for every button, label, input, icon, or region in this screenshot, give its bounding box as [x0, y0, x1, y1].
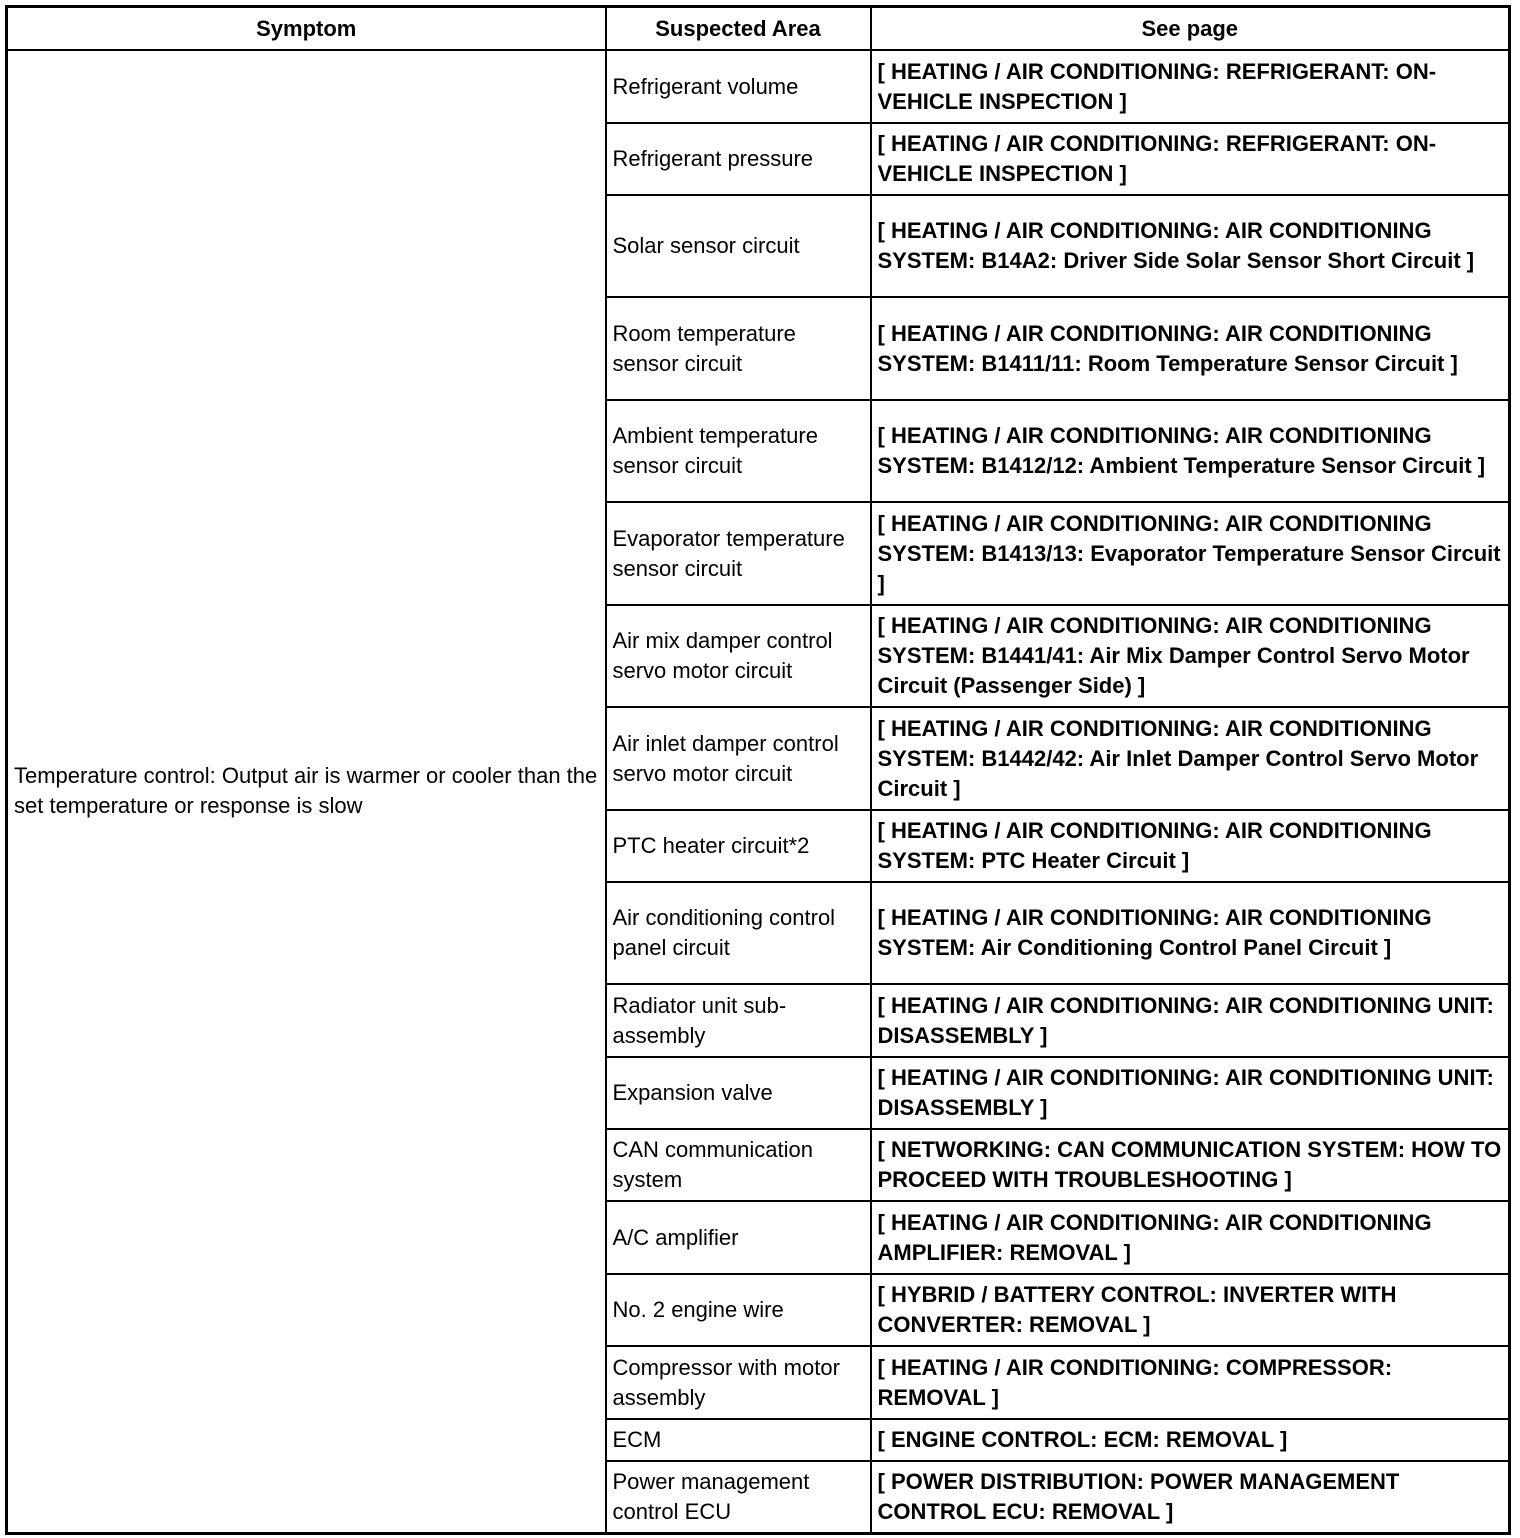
suspected-area-cell: Refrigerant pressure — [606, 123, 871, 195]
see-page-cell: [ HEATING / AIR CONDITIONING: AIR CONDITIONING SYSTEM: PTC Heater Circuit ] — [871, 810, 1510, 882]
see-page-cell: [ HEATING / AIR CONDITIONING: REFRIGERANT: ON-VEHICLE INSPECTION ] — [871, 50, 1510, 123]
see-page-cell: [ HYBRID / BATTERY CONTROL: INVERTER WITH CONVERTER: REMOVAL ] — [871, 1274, 1510, 1346]
suspected-area-cell: Evaporator temperature sensor circuit — [606, 502, 871, 605]
see-page-cell: [ POWER DISTRIBUTION: POWER MANAGEMENT CONTROL ECU: REMOVAL ] — [871, 1461, 1510, 1533]
see-page-cell: [ HEATING / AIR CONDITIONING: AIR CONDITIONING SYSTEM: B1412/12: Ambient Temperature Sensor Circuit ] — [871, 400, 1510, 502]
suspected-area-cell: Room temperature sensor circuit — [606, 297, 871, 400]
see-page-cell: [ HEATING / AIR CONDITIONING: AIR CONDITIONING UNIT: DISASSEMBLY ] — [871, 984, 1510, 1057]
suspected-area-cell: Air mix damper control servo motor circuit — [606, 605, 871, 707]
header-see-page: See page — [871, 7, 1510, 51]
see-page-cell: [ HEATING / AIR CONDITIONING: AIR CONDITIONING UNIT: DISASSEMBLY ] — [871, 1057, 1510, 1129]
suspected-area-cell: Radiator unit sub-assembly — [606, 984, 871, 1057]
suspected-area-cell: PTC heater circuit*2 — [606, 810, 871, 882]
header-symptom: Symptom — [7, 7, 606, 51]
suspected-area-cell: Ambient temperature sensor circuit — [606, 400, 871, 502]
see-page-cell: [ HEATING / AIR CONDITIONING: COMPRESSOR: REMOVAL ] — [871, 1346, 1510, 1419]
suspected-area-cell: No. 2 engine wire — [606, 1274, 871, 1346]
suspected-area-cell: Power management control ECU — [606, 1461, 871, 1533]
header-row — [7, 7, 1510, 51]
see-page-cell: [ HEATING / AIR CONDITIONING: AIR CONDITIONING AMPLIFIER: REMOVAL ] — [871, 1201, 1510, 1274]
see-page-cell: [ HEATING / AIR CONDITIONING: AIR CONDITIONING SYSTEM: B1441/41: Air Mix Damper Control Servo Motor Circuit (Passenger Side) ] — [871, 605, 1510, 707]
suspected-area-cell: Refrigerant volume — [606, 50, 871, 123]
suspected-area-cell: Compressor with motor assembly — [606, 1346, 871, 1419]
see-page-cell: [ HEATING / AIR CONDITIONING: AIR CONDITIONING SYSTEM: B1411/11: Room Temperature Sensor Circuit ] — [871, 297, 1510, 400]
table-row — [7, 50, 1510, 123]
symptom-cell: Temperature control: Output air is warmer or cooler than the set temperature or response is slow — [7, 50, 606, 1533]
see-page-cell: [ HEATING / AIR CONDITIONING: AIR CONDITIONING SYSTEM: B1442/42: Air Inlet Damper Control Servo Motor Circuit ] — [871, 707, 1510, 810]
see-page-cell: [ HEATING / AIR CONDITIONING: AIR CONDITIONING SYSTEM: B1413/13: Evaporator Temperature Sensor Circuit ] — [871, 502, 1510, 605]
suspected-area-cell: Solar sensor circuit — [606, 195, 871, 297]
troubleshooting-table — [5, 5, 1511, 1535]
see-page-cell: [ ENGINE CONTROL: ECM: REMOVAL ] — [871, 1419, 1510, 1461]
see-page-cell: [ HEATING / AIR CONDITIONING: REFRIGERANT: ON-VEHICLE INSPECTION ] — [871, 123, 1510, 195]
suspected-area-cell: Air conditioning control panel circuit — [606, 882, 871, 984]
see-page-cell: [ HEATING / AIR CONDITIONING: AIR CONDITIONING SYSTEM: B14A2: Driver Side Solar Sensor Short Circuit ] — [871, 195, 1510, 297]
suspected-area-cell: A/C amplifier — [606, 1201, 871, 1274]
see-page-cell: [ NETWORKING: CAN COMMUNICATION SYSTEM: HOW TO PROCEED WITH TROUBLESHOOTING ] — [871, 1129, 1510, 1201]
header-suspected-area: Suspected Area — [606, 7, 871, 51]
suspected-area-cell: ECM — [606, 1419, 871, 1461]
suspected-area-cell: Air inlet damper control servo motor circuit — [606, 707, 871, 810]
suspected-area-cell: Expansion valve — [606, 1057, 871, 1129]
see-page-cell: [ HEATING / AIR CONDITIONING: AIR CONDITIONING SYSTEM: Air Conditioning Control Panel Circuit ] — [871, 882, 1510, 984]
suspected-area-cell: CAN communication system — [606, 1129, 871, 1201]
